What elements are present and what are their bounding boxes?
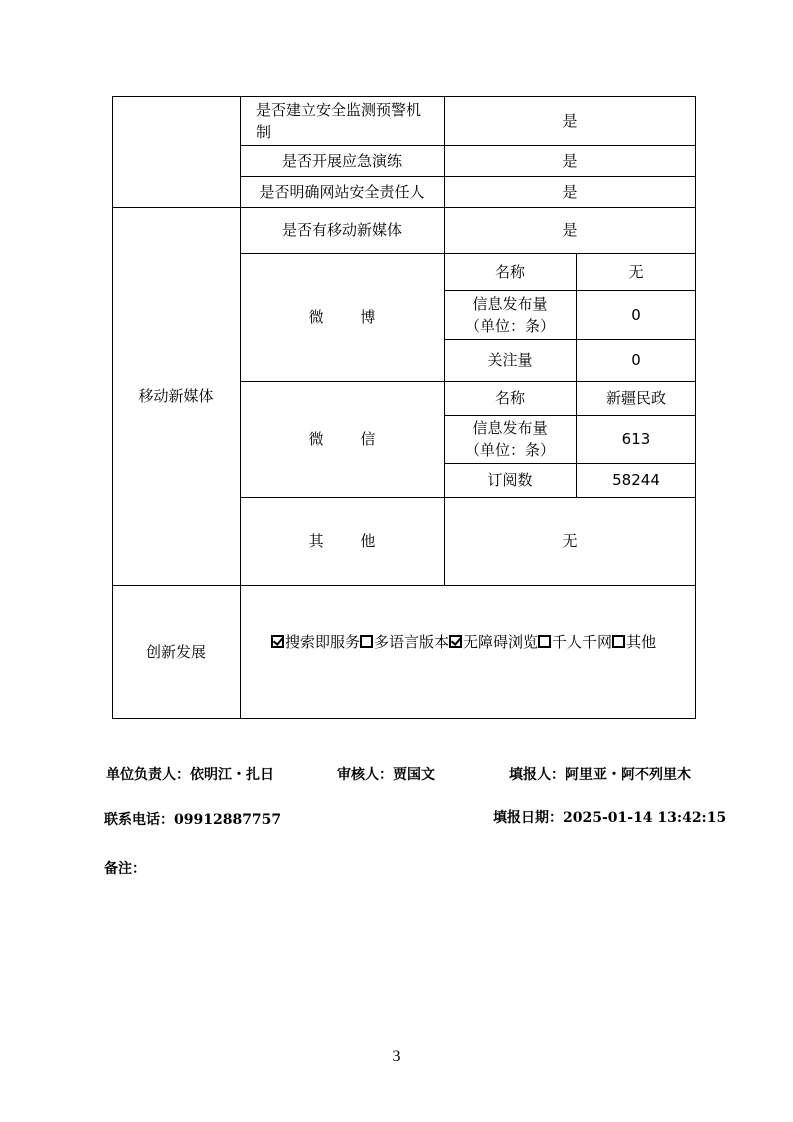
responsible-value: 是 [562,182,578,201]
option-label: 搜索即服务 [285,632,361,651]
other-value: 无 [562,532,578,550]
option-label: 千人千网 [552,632,613,651]
reviewer: 审核人：贾国文 [337,767,435,783]
wechat-posts-label [444,415,576,463]
other-label-cell [240,497,444,585]
remark-label: 备注： [104,861,146,877]
option-label: 无障碍浏览 [463,632,539,651]
security-warning-value: 是 [562,112,578,130]
responsible-label: 是否明确网站安全责任人 [259,182,425,201]
weibo-label-cell [240,253,444,381]
wechat-subs-value: 58244 [612,471,660,489]
innovation-options [271,630,656,652]
weibo-followers-label: 关注量 [487,351,533,369]
wechat-label-cell [240,381,444,497]
other-label: 其 他 [308,532,392,550]
innovation-section-label: 创新发展 [145,643,206,661]
wechat-label: 微 信 [308,430,392,448]
weibo-label: 微 博 [308,308,392,326]
weibo-posts-value: 0 [631,305,641,324]
checkbox-accessibility[interactable] [449,635,462,648]
wechat-name-label: 名称 [494,389,525,407]
has-new-media-value: 是 [562,221,578,239]
weibo-name-value: 无 [628,262,644,281]
checkbox-multilingual[interactable] [360,635,373,648]
wechat-posts-label-line1: 信息发布量 [472,419,548,437]
wechat-name-value: 新疆民政 [605,389,666,407]
filler: 填报人：阿里亚・阿不列里木 [509,767,691,783]
checkbox-search-service[interactable] [271,635,284,648]
fill-date: 填报日期：2025-01-14 13:42:15 [493,810,727,826]
wechat-posts-label-line2: （单位：条） [464,441,555,459]
weibo-followers-value: 0 [631,351,641,369]
weibo-posts-label [444,290,576,339]
weibo-posts-label-line2: （单位：条） [464,316,555,335]
new-media-section-label: 移动新媒体 [138,387,214,405]
wechat-posts-value: 613 [621,430,651,448]
checkbox-personalized[interactable] [538,635,551,648]
weibo-posts-label-line1: 信息发布量 [472,294,548,313]
contact-phone: 联系电话：09912887757 [104,812,282,828]
wechat-subs-label: 订阅数 [487,471,533,489]
page-number: 3 [392,1048,401,1065]
checkbox-other[interactable] [612,635,625,648]
has-new-media-label: 是否有移动新媒体 [281,221,402,239]
unit-head: 单位负责人：依明江・扎日 [106,767,274,783]
option-label: 其他 [626,632,657,651]
weibo-name-label: 名称 [494,262,525,281]
security-warning-label: 是否建立安全监测预警机制 [256,101,422,141]
drill-label: 是否开展应急演练 [281,151,402,170]
option-label: 多语言版本 [374,632,450,651]
drill-value: 是 [562,151,578,170]
